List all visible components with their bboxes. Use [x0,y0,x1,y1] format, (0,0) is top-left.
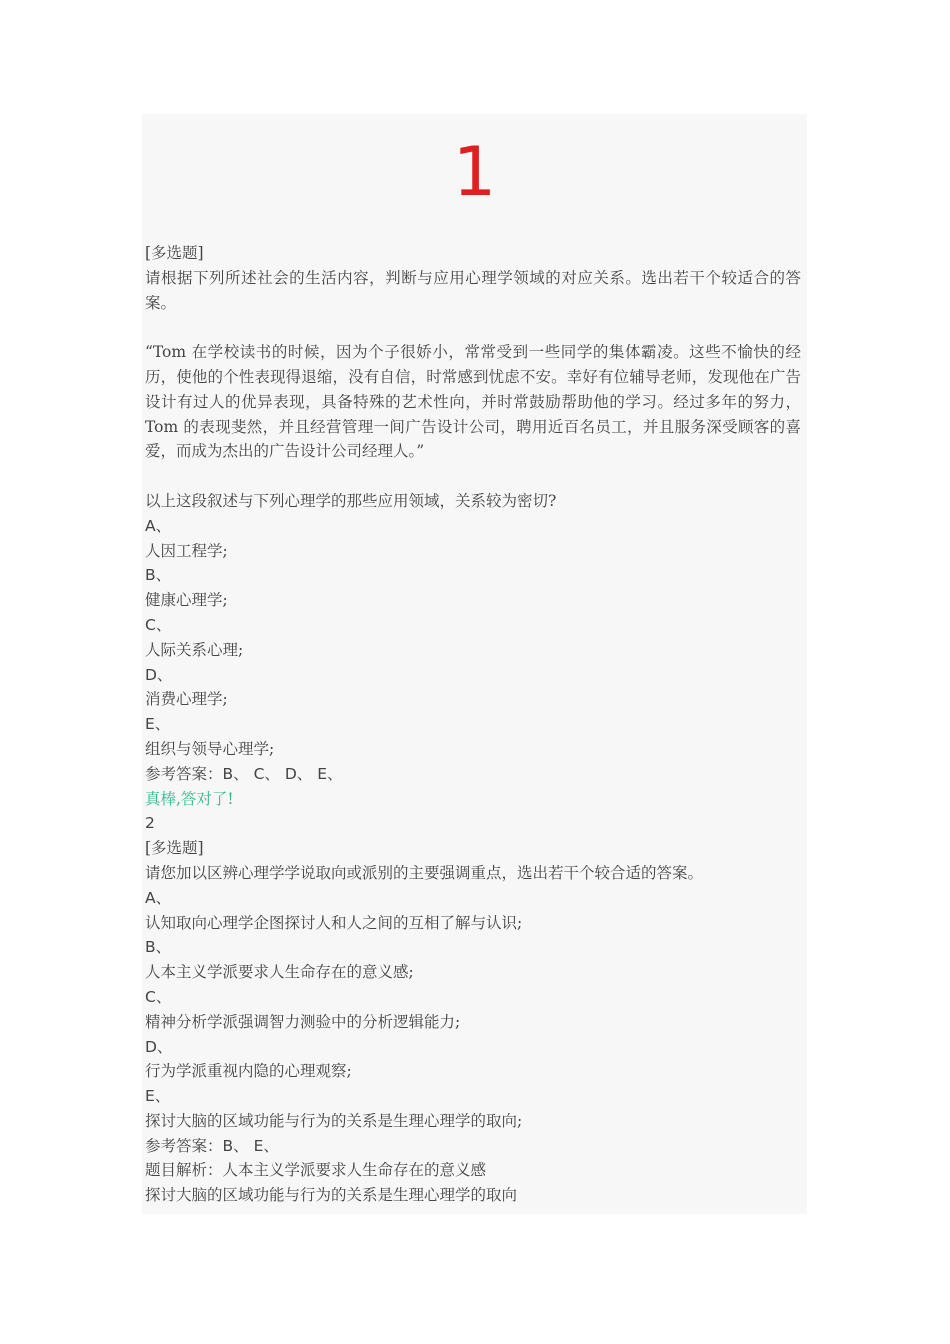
spacer [145,315,801,340]
question-1-number: 1 [452,133,497,212]
q2-answer-value: B、 E、 [222,1136,279,1155]
q2-analysis-line-1: 题目解析：人本主义学派要求人生命存在的意义感 [145,1161,487,1180]
question-2-prompt: 请您加以区辨心理学学说取向或派别的主要强调重点，选出若干个较合适的答案。 [145,863,704,882]
q2-analysis-line-2: 探讨大脑的区域功能与行为的关系是生理心理学的取向 [145,1186,518,1205]
question-content [145,241,801,1208]
q1-answer-label: 参考答案： [145,764,223,783]
q2-option-a-text: 认知取向心理学企图探讨人和人之间的互相了解与认识; [145,913,523,932]
q1-answer [145,762,801,787]
question-2-type: [多选题] [145,839,204,858]
q1-option-b-letter: B、 [145,566,172,585]
q2-answer [145,1134,801,1159]
q2-answer-label: 参考答案： [145,1136,223,1155]
q1-option-d-text: 消费心理学; [145,690,228,709]
q2-option-b-letter: B、 [145,938,172,957]
q1-option-c-text: 人际关系心理; [145,640,244,659]
q2-option-b-text: 人本主义学派要求人生命存在的意义感; [145,963,414,982]
question-2-number: 2 [145,814,155,833]
question-1-stem: 以上这段叙述与下列心理学的那些应用领域，关系较为密切? [145,491,557,510]
q1-feedback: 真棒,答对了! [145,789,234,808]
question-1-type: [多选题] [145,244,204,262]
question-1-prompt: 请根据下列所述社会的生活内容，判断与应用心理学领域的对应关系。选出若干个较适合的答案。 [145,268,801,312]
q1-option-c-letter: C、 [145,615,172,634]
question-1-passage: “Tom 在学校读书的时候，因为个子很娇小，常常受到一些同学的集体霸凌。这些不愉快的经历，使他的个性表现得退缩，没有自信，时常感到忧虑不安。幸好有位辅导老师，发现他在广告设计有过人的优异表现，具备特殊的艺术性向，并时常鼓励帮助他的学习。经过多年的努力，Tom 的表现斐然，并且经营管理一间广告设计公司，聘用近百名员工，并且服务深受顾客的喜爱，而成为杰出的广告设计公司经理人。” [145,343,801,461]
q1-option-e-text: 组织与领导心理学; [145,739,275,758]
question-panel [142,114,807,1214]
q2-option-e-letter: E、 [145,1087,171,1106]
q2-option-d-text: 行为学派重视内隐的心理观察; [145,1062,352,1081]
q1-option-b-text: 健康心理学; [145,591,228,610]
q2-option-c-letter: C、 [145,987,172,1006]
q2-option-a-letter: A、 [145,888,172,907]
q2-option-c-text: 精神分析学派强调智力测验中的分析逻辑能力; [145,1012,461,1031]
q1-option-a-text: 人因工程学; [145,541,228,560]
q1-answer-value: B、 C、 D、 E、 [222,764,343,783]
spacer [145,464,801,489]
q2-option-e-text: 探讨大脑的区域功能与行为的关系是生理心理学的取向; [145,1111,523,1130]
q1-option-a-letter: A、 [145,516,172,535]
q1-option-d-letter: D、 [145,665,173,684]
q2-option-d-letter: D、 [145,1037,173,1056]
q1-option-e-letter: E、 [145,715,171,734]
